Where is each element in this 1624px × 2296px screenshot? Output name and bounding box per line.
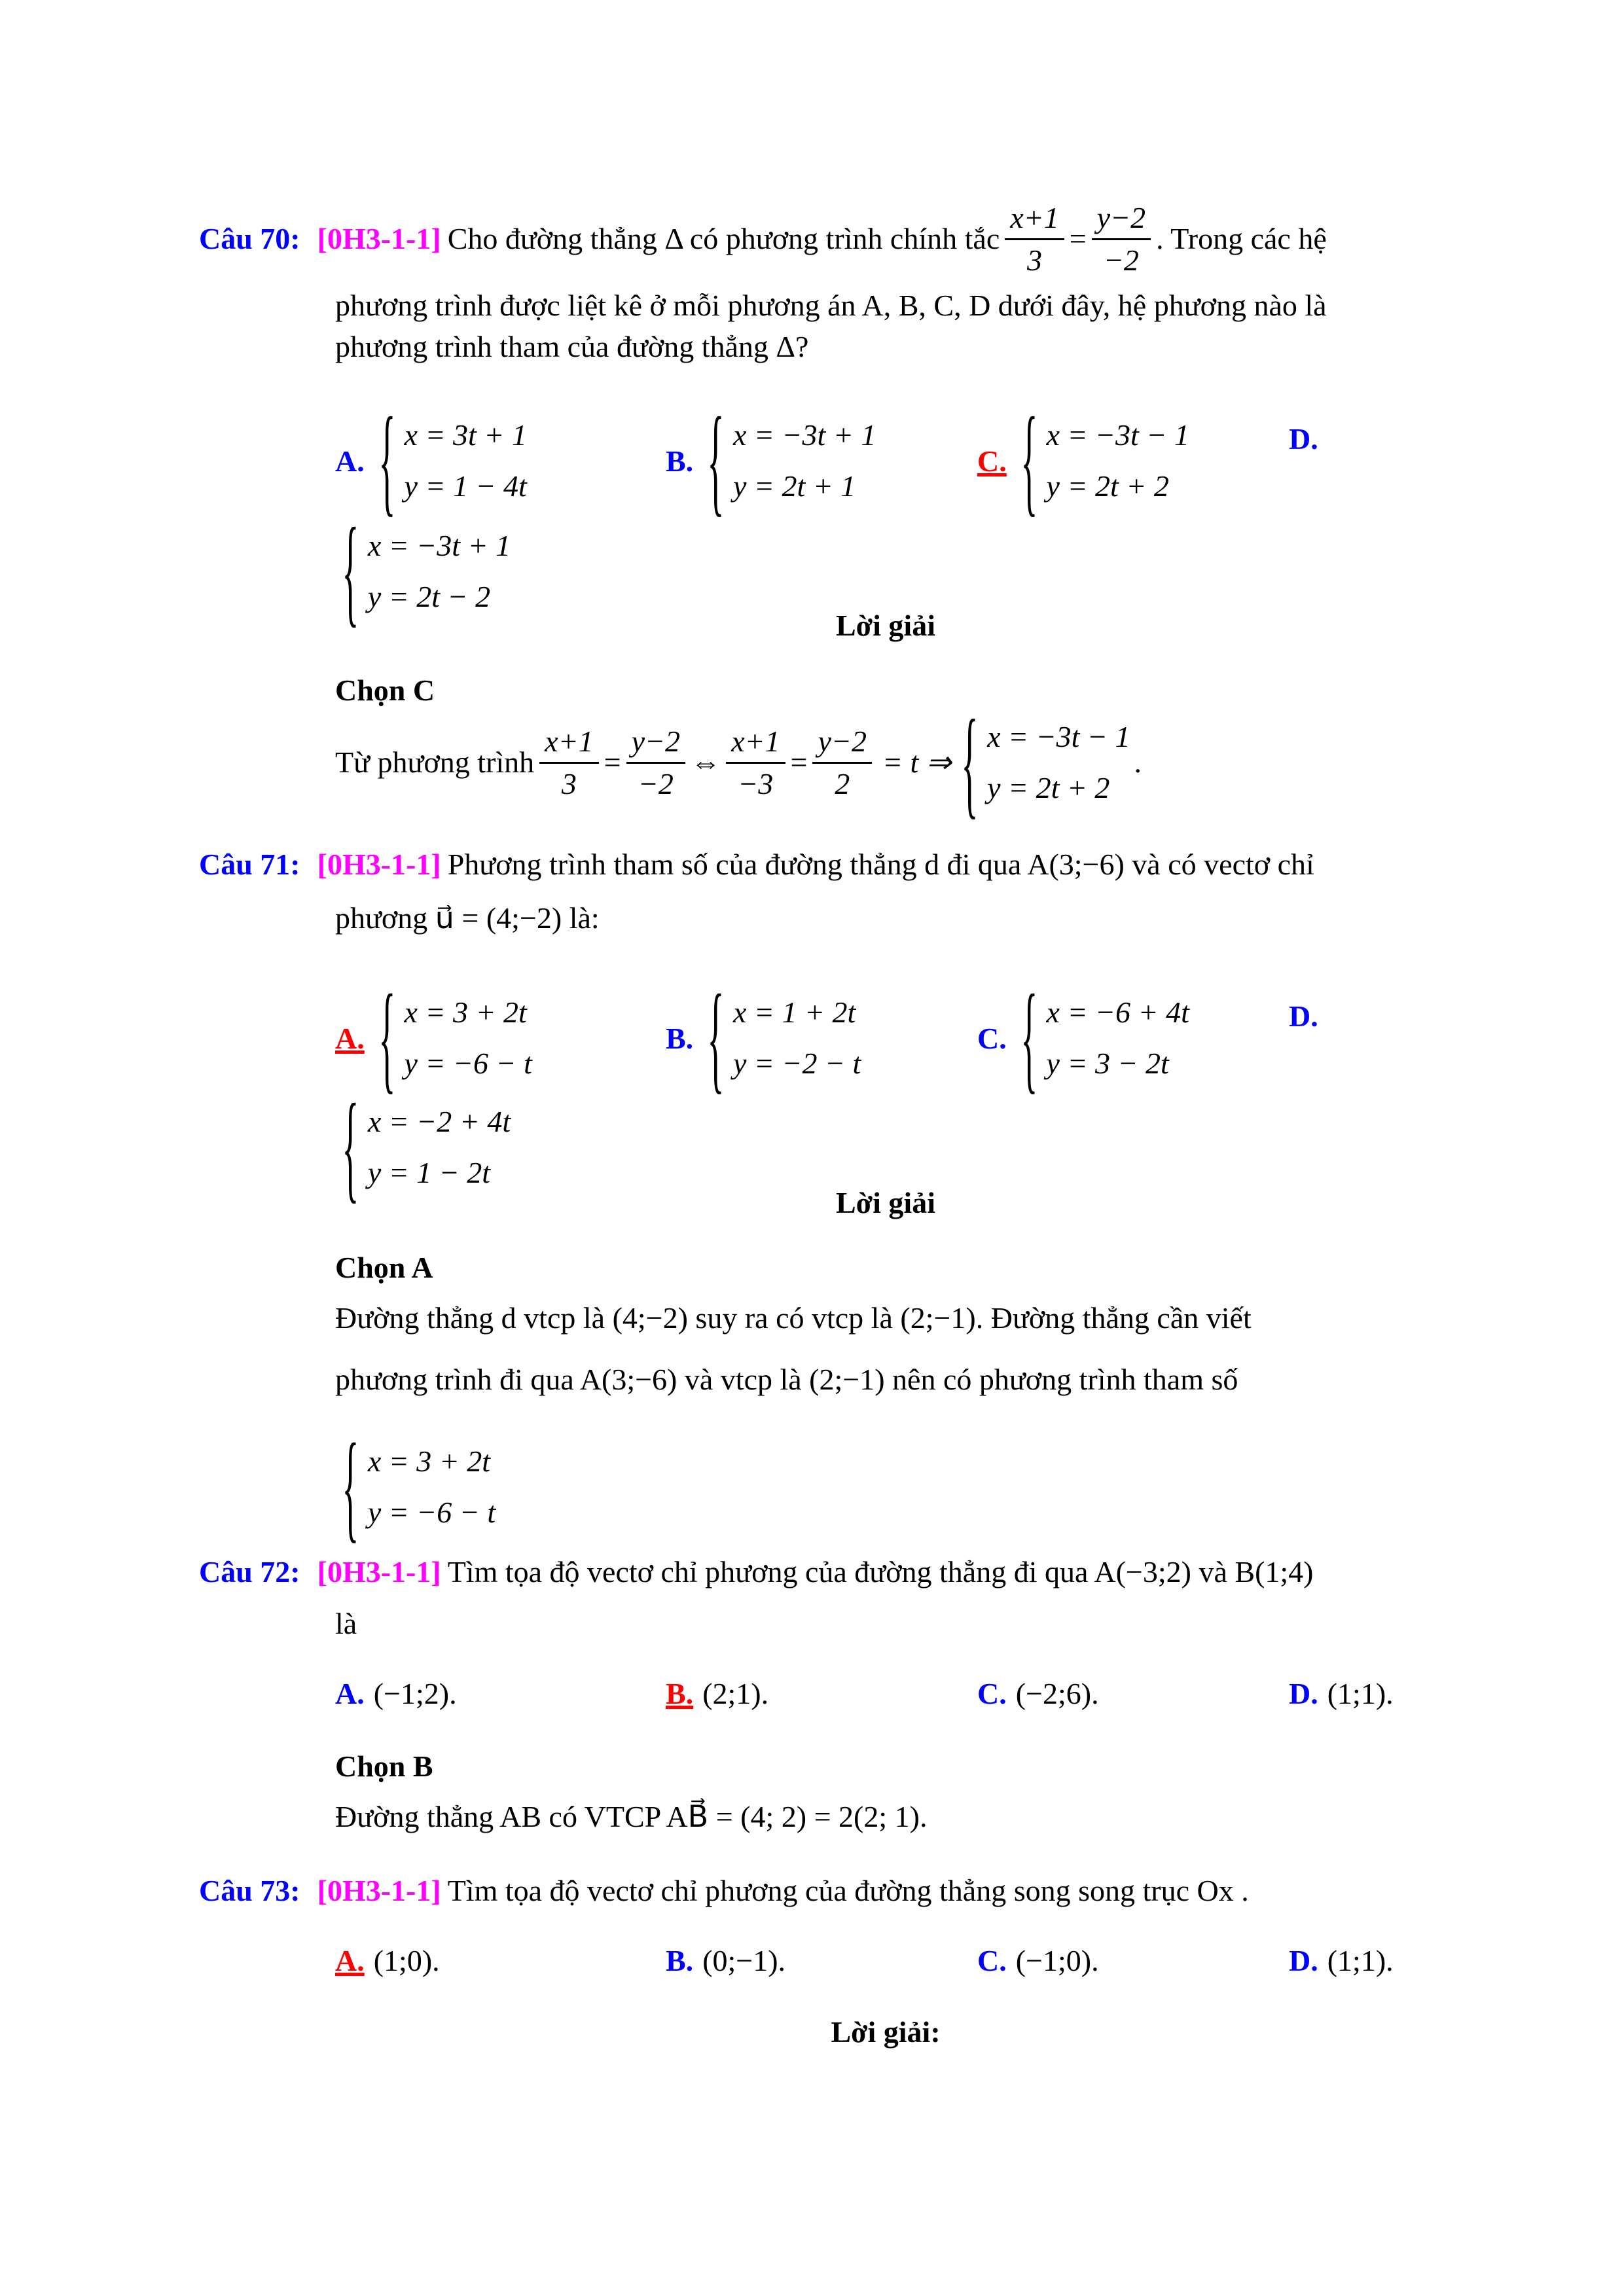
q71-solution-system: { x = 3 + 2t y = −6 − t (342, 1419, 496, 1553)
equals: = (1069, 222, 1087, 255)
stem-text: . Trong các hệ (1156, 222, 1327, 255)
option-label: A. (335, 444, 365, 478)
equation-system: { x = −3t − 1 y = 2t + 2 (1020, 393, 1189, 527)
q70-option-a[interactable] (335, 393, 531, 527)
question-tag: [0H3-1-1] (317, 222, 441, 255)
stem-text: Cho đường thẳng Δ có phương trình chính tắc (447, 222, 1000, 255)
option-label-correct: C. (977, 444, 1007, 478)
q70-option-d[interactable] (1289, 422, 1327, 456)
q72-option-b[interactable]: B. (2;1). (666, 1677, 769, 1710)
q71-solution-line1: Đường thẳng d vtcp là (4;−2) suy ra có vtcp là (2;−1). Đường thẳng cần viết (335, 1301, 1252, 1335)
option-label: C. (977, 1021, 1007, 1055)
equation-system: { x = 3t + 1 y = 1 − 4t (378, 393, 527, 527)
q71-option-b[interactable]: B. { x = 1 + 2t y = −2 − t (666, 970, 861, 1104)
question-tag: [0H3-1-1] (317, 848, 441, 881)
equation-system: { x = −3t + 1 y = 2t + 1 (707, 393, 876, 527)
q73-option-d[interactable]: D. (1;1). (1289, 1944, 1394, 1977)
q71-stem-line1: Câu 71: [0H3-1-1] Phương trình tham số của đường thẳng d đi qua A(3;−6) và có vectơ chỉ (199, 846, 1314, 883)
question-number: Câu 70: (199, 222, 300, 255)
q70-option-c[interactable] (977, 393, 1193, 527)
option-label: B. (666, 444, 694, 478)
answer-choice: Chọn A (335, 1251, 433, 1284)
q71-option-a[interactable]: A. { x = 3 + 2t y = −6 − t (335, 970, 532, 1104)
q70-stem-line3: phương trình tham của đường thẳng Δ? (335, 330, 809, 363)
question-tag: [0H3-1-1] (317, 1555, 441, 1588)
option-label: B. (666, 1021, 694, 1055)
question-number: Câu 72: (199, 1555, 300, 1588)
q71-option-d[interactable] (1289, 999, 1327, 1033)
answer-choice: Chọn C (335, 673, 435, 707)
q70-option-d-system: { x = −3t + 1 y = 2t − 2 (342, 503, 511, 637)
q72-option-d[interactable]: D. (1;1). (1289, 1677, 1394, 1710)
solution-title: Lời giải (836, 609, 935, 642)
q73-option-c[interactable]: C. (−1;0). (977, 1944, 1099, 1977)
q72-stem-line2: là (335, 1607, 357, 1640)
q73-option-a[interactable]: A. (1;0). (335, 1944, 440, 1977)
solution-title: Lời giải: (831, 2015, 941, 2049)
q72-solution-line: Đường thẳng AB có VTCP AB⃗ = (4; 2) = 2(2; 1). (335, 1800, 928, 1833)
solution-title: Lời giải (836, 1186, 935, 1219)
question-tag: [0H3-1-1] (317, 1874, 441, 1907)
q71-option-c[interactable]: C. { x = −6 + 4t y = 3 − 2t (977, 970, 1189, 1104)
question-number: Câu 73: (199, 1874, 300, 1907)
q70-stem-line1 (199, 200, 1327, 277)
q71-stem-line2: phương u⃗ = (4;−2) là: (335, 901, 600, 935)
q73-option-b[interactable]: B. (0;−1). (666, 1944, 786, 1977)
q72-stem-line1: Câu 72: [0H3-1-1] Tìm tọa độ vectơ chỉ phương của đường thẳng đi qua A(−3;2) và B(1;4) (199, 1554, 1313, 1590)
option-label-correct: A. (335, 1021, 365, 1055)
q72-option-a[interactable]: A. (−1;2). (335, 1677, 457, 1710)
option-label: D. (1289, 422, 1318, 456)
q72-option-c[interactable]: C. (−2;6). (977, 1677, 1099, 1710)
question-number: Câu 71: (199, 848, 300, 881)
fraction: $\frac{y-2}{-2}$ (1092, 198, 1151, 281)
q71-solution-line2: phương trình đi qua A(3;−6) và vtcp là (2;−1) nên có phương trình tham số (335, 1363, 1238, 1396)
q70-stem-line2: phương trình được liệt kê ở mỗi phương án A, B, C, D dưới đây, hệ phương nào là (335, 289, 1327, 322)
q71-option-d-system: { x = −2 + 4t y = 1 − 2t (342, 1079, 511, 1213)
fraction: $\frac{x+1}{3}$ (1005, 198, 1064, 281)
answer-choice: Chọn B (335, 1749, 433, 1783)
option-label: D. (1289, 999, 1318, 1033)
q70-option-b[interactable] (666, 393, 880, 527)
q70-solution-line: Từ phương trình $\frac{x+1}{3}$ = $\frac{y-2}{-2}$ ⇔ $\frac{x+1}{-3}$ = $\frac{y-2}{2}$ = t ⇒ { x = −3t − 1 y = 2t + 2 . (335, 695, 1142, 830)
q73-stem-line1: Câu 73: [0H3-1-1] Tìm tọa độ vectơ chỉ phương của đường thẳng song song trục Ox . (199, 1873, 1249, 1909)
